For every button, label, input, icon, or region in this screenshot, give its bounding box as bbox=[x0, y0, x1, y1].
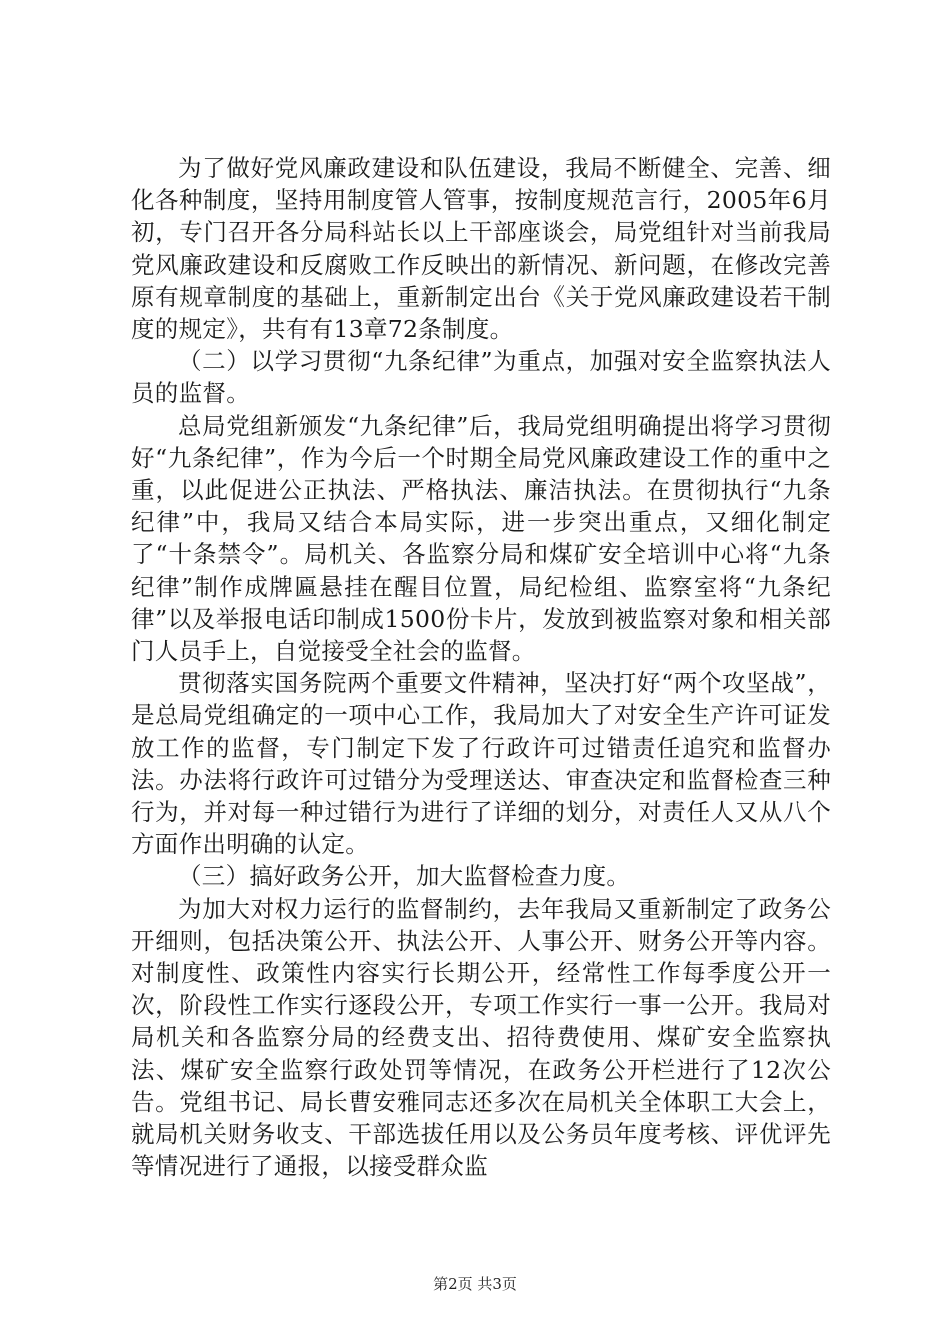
paragraph-government-affairs: 为加大对权力运行的监督制约，去年我局又重新制定了政务公开细则，包括决策公开、执法公开、人事公开、财务公开等内容。对制度性、政策性内容实行长期公开，经常性工作每季度公开一次，阶段性工作实行逐段公开，专项工作实行一事一公开。我局对局机关和各监察分局的经费支出、招待费使用、煤矿安全监察执法、煤矿安全监察行政处罚等情况，在政务公开栏进行了12次公告。党组书记、局长曹安雅同志还多次在局机关全体职工大会上，就局机关财务收支、干部选拔任用以及公务员年度考核、评优评先等情况进行了通报，以接受群众监 bbox=[131, 894, 831, 1181]
paragraph-regulations: 为了做好党风廉政建设和队伍建设，我局不断健全、完善、细化各种制度，坚持用制度管人管事，按制度规范言行，2005年6月初，专门召开各分局科站长以上干部座谈会，局党组针对当前我局党风廉政建设和反腐败工作反映出的新情况、新问题，在修改完善原有规章制度的基础上，重新制定出台《关于党风廉政建设若干制度的规定》，共有有13章72条制度。 bbox=[131, 154, 831, 344]
document-body bbox=[131, 152, 831, 1183]
section-heading-three: （三）搞好政务公开，加大监督检查力度。 bbox=[178, 862, 631, 891]
paragraph-two-battles: 贯彻落实国务院两个重要文件精神，坚决打好“两个攻坚战”，是总局党组确定的一项中心工作，我局加大了对安全生产许可证发放工作的监督，专门制定下发了行政许可过错责任追究和监督办法。办法将行政许可过错分为受理送达、审查决定和监督检查三种行为，并对每一种过错行为进行了详细的划分，对责任人又从八个方面作出明确的认定。 bbox=[131, 669, 831, 859]
section-heading-two: （二）以学习贯彻“九条纪律”为重点，加强对安全监察执法人员的监督。 bbox=[131, 347, 831, 408]
page-number-footer: 第2页 共3页 bbox=[433, 1275, 517, 1293]
paragraph-nine-disciplines: 总局党组新颁发“九条纪律”后，我局党组明确提出将学习贯彻好“九条纪律”，作为今后一个时期全局党风廉政建设工作的重中之重，以此促进公正执法、严格执法、廉洁执法。在贯彻执行“九条纪律”中，我局又结合本局实际，进一步突出重点，又细化制定了“十条禁令”。局机关、各监察分局和煤矿安全培训中心将“九条纪律”制作成牌匾悬挂在醒目位置，局纪检组、监察室将“九条纪律”以及举报电话印制成1500份卡片，发放到被监察对象和相关部门人员手上，自觉接受全社会的监督。 bbox=[131, 411, 831, 666]
